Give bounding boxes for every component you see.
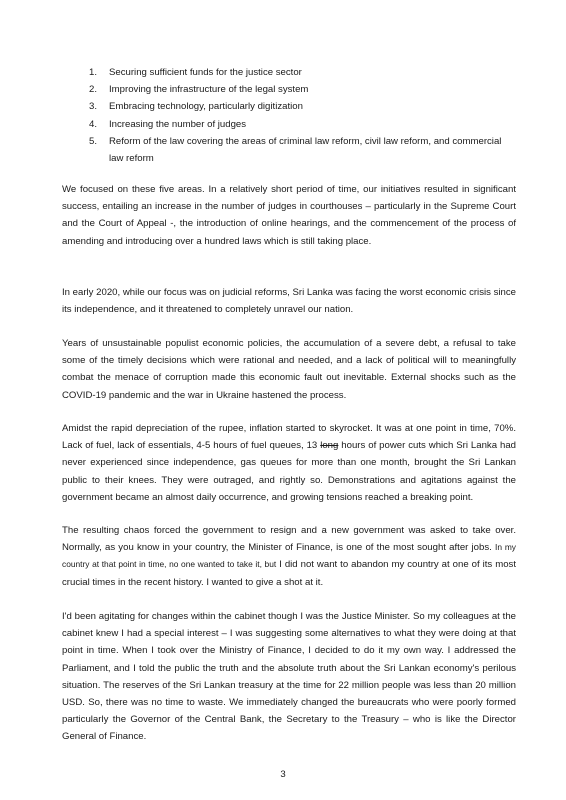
list-item-text: Increasing the number of judges [109, 118, 247, 130]
list-item-text: Improving the infrastructure of the legal system [109, 84, 309, 96]
list-item [89, 116, 509, 133]
list-item-number: 4. [89, 118, 98, 130]
paragraph-text: The resulting chaos forced the government to resign and a new government was asked to take over. Normally, as you know in your country, the Minister of Finance, is one of the most sought after jobs. [62, 525, 516, 554]
paragraph-text: Amidst the rapid depreciation of the rupee, inflation started to skyrocket. It was at one point in time, 70%. Lack of fuel, lack of essentials, 4-5 hours of fuel queues, 13 [62, 423, 516, 452]
list-item-number: 2. [89, 84, 98, 96]
paragraph-unsustainable-policies: Years of unsustainable populist economic policies, the accumulation of a severe debt, a refusal to take some of the timely decisions which were rational and needed, and a lack of political will to meaningfully combat the menace of corruption made this economic fault out inevitable. External shocks such as the COVID-19 pandemic and the war in Ukraine hastened the process. [62, 338, 516, 401]
list-item-text: Reform of the law covering the areas of criminal law reform, civil law reform, and commercial law reform [109, 135, 502, 165]
list-item-text: Embracing technology, particularly digitization [109, 101, 303, 113]
paragraph-government-resign [62, 522, 516, 591]
paragraph-finance-ministry: I'd been agitating for changes within the cabinet though I was the Justice Minister. So my colleagues at the cabinet knew I had a special interest – I was suggesting some alternatives to what they were doing at that point in time. When I took over the Ministry of Finance, I decided to do it my own way. I addressed the Parliament, and I told the public the truth and the absolute truth about the Sri Lankan economy's perilous situation. The reserves of the Sri Lankan treasury at the time for 22 million people was less than 20 million USD. So, there was no time to waste. We immediately changed the bureaucrats who were poorly formed particularly the Governor of the Central Bank, the Secretary to the Treasury – who is like the Director General of Finance. [62, 611, 516, 743]
paragraph-text: I did not want to abandon my country at one of its most crucial times in the recent history. I wanted to give a shot at it. [62, 559, 516, 588]
paragraph-five-areas: We focused on these five areas. In a relatively short period of time, our initiatives resulted in significant success, entailing an increase in the number of judges in courthouses – particularly in the Supreme Court and the Court of Appeal -, the introduction of online hearings, and the commencement of the process of amending and introducing over a hundred laws which is still taking place. [62, 184, 516, 247]
list-item-number: 3. [89, 101, 98, 113]
list-item [89, 81, 509, 98]
paragraph-inflation [62, 420, 516, 506]
list-item-number: 5. [89, 135, 98, 147]
page-number: 3 [280, 769, 286, 780]
list-item [89, 133, 509, 167]
paragraph-economic-crisis: In early 2020, while our focus was on judicial reforms, Sri Lanka was facing the worst economic crisis since its independence, and it threatened to completely unravel our nation. [62, 287, 516, 316]
struck-word: long [320, 440, 339, 452]
reform-areas-list [89, 64, 509, 167]
list-item [89, 64, 509, 81]
paragraph-text: hours of power cuts which Sri Lanka had never experienced since independence, gas queues for more than one month, brought the Sri Lankan public to their knees. They were outraged, and rightly so. Demonstrations and agitations against the government became an almost daily occurrence, and growing tensions reached a breaking point. [62, 440, 516, 503]
list-item [89, 98, 509, 115]
paragraph-small-text: In my country at that point in time, no one wanted to take it, but [62, 542, 516, 570]
list-item-number: 1. [89, 67, 98, 78]
list-item-text: Securing sufficient funds for the justice sector [109, 67, 302, 78]
